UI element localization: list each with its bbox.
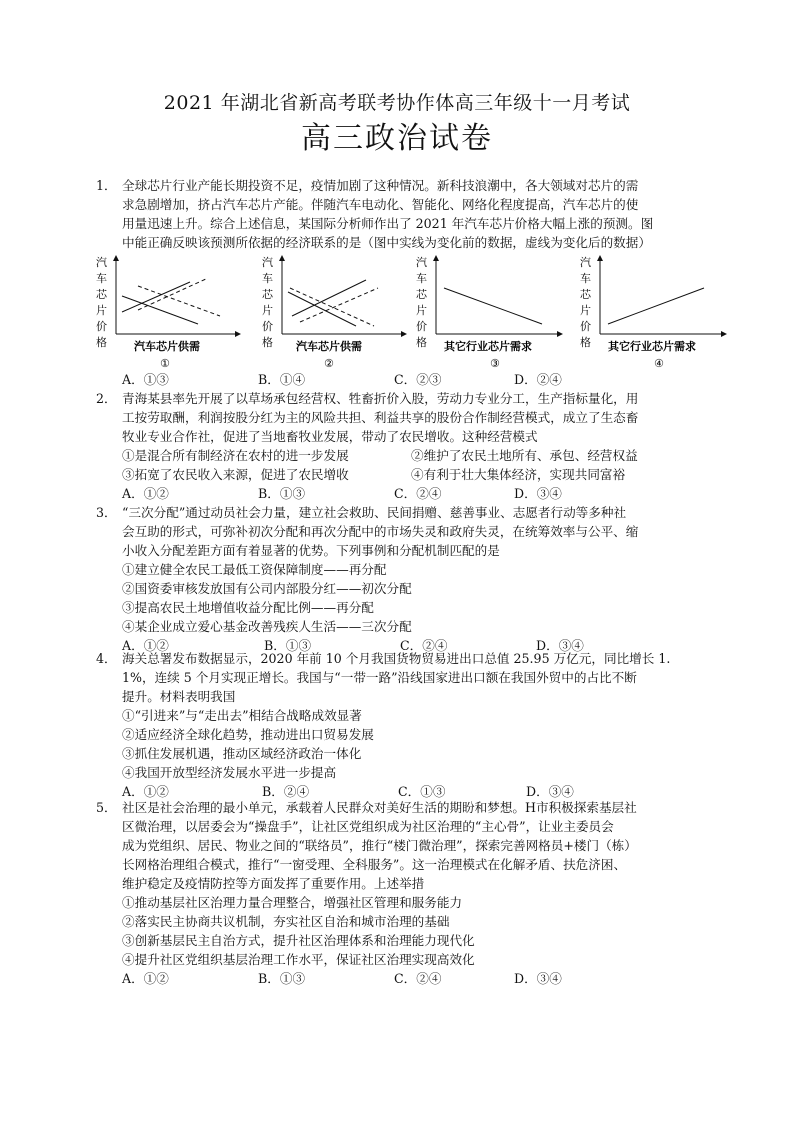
stem-line: 海关总署发布数据显示，2020 年前 10 个月我国货物贸易进出口总值 25.95 万亿元，同比增长 1. — [122, 651, 671, 666]
paper-title: 高三政治试卷 — [301, 121, 493, 156]
demand-line-solid — [288, 292, 356, 326]
option-3: ③创新基层民主自治方式，提升社区治理体系和治理能力现代化 — [122, 933, 475, 948]
graph-2 — [262, 256, 404, 370]
stem-line: “三次分配”通过动员社会力量，建立社会救助、民间捐赠、慈善事业、志愿者行动等多种社 — [122, 505, 627, 520]
graph-1-xlabel: 汽车芯片供需 — [134, 340, 200, 353]
q1-graphs — [90, 252, 730, 370]
option-4: ④提升社区党组织基层治理工作水平，保证社区治理实现高效化 — [122, 952, 475, 967]
option-1: ①推动基层社区治理力量合理整合，增强社区管理和服务能力 — [122, 895, 463, 910]
stem-line: 会互助的形式，可弥补初次分配和再次分配中的市场失灵和政府失灵，在统筹效率与公平、缩 — [122, 524, 639, 539]
stem-line: 工按劳取酬，利润按股分红为主的风险共担、利益共享的股份合作制经营模式，成立了生态畜 — [122, 410, 639, 425]
ylabel-char: 格 — [580, 336, 591, 349]
exam-title: 2021 年湖北省新高考联考协作体高三年级十一月考试 — [163, 92, 631, 114]
graph-3-xlabel: 其它行业芯片需求 — [444, 340, 532, 353]
choice-d[interactable]: D．③④ — [514, 486, 562, 501]
choice-c[interactable]: C．②④ — [400, 638, 448, 653]
question-number: 1． — [96, 178, 117, 193]
choice-a[interactable]: A．①② — [122, 486, 169, 501]
question-number: 2． — [96, 391, 117, 406]
stem-line: 求急剧增加，挤占汽车芯片产能。伴随汽车电动化、智能化、网络化程度提高，汽车芯片的使 — [122, 197, 639, 212]
ylabel-char: 汽 — [416, 256, 427, 269]
choice-c[interactable]: C．②③ — [394, 372, 442, 387]
ylabel-char: 格 — [96, 336, 107, 349]
option-3: ③抓住发展机遇，推动区域经济政治一体化 — [122, 746, 362, 761]
choice-a[interactable]: A．①③ — [122, 372, 169, 387]
choice-c[interactable]: C．②④ — [394, 971, 442, 986]
stem-line: 维护稳定及疫情防控等方面发挥了重要作用。上述举措 — [122, 876, 425, 891]
question-number: 5． — [96, 800, 117, 815]
stem-line: 提升。材料表明我国 — [122, 689, 236, 704]
question-5 — [96, 798, 700, 988]
graph-1-id: ① — [160, 357, 170, 370]
question-4 — [96, 649, 700, 801]
graph-4-id: ④ — [654, 357, 664, 370]
demand-line-dashed — [290, 288, 374, 326]
stem-line: 全球芯片行业产能长期投资不足，疫情加剧了这种情况。新科技浪潮中，各大领域对芯片的需 — [122, 178, 639, 193]
ylabel-char: 片 — [580, 304, 591, 317]
stem-line: 区微治理，以居委会为“操盘手”，让社区党组织成为社区治理的“主心骨”，让业主委员会 — [122, 819, 614, 834]
option-2: ②维护了农民土地所有、承包、经营权益 — [411, 448, 638, 463]
question-1 — [96, 176, 700, 252]
choice-a[interactable]: A．①② — [122, 638, 169, 653]
choice-b[interactable]: B．①③ — [258, 486, 306, 501]
ylabel-char: 格 — [416, 336, 427, 349]
ylabel-char: 片 — [262, 304, 273, 317]
ylabel-char: 汽 — [580, 256, 591, 269]
choice-c[interactable]: C．①③ — [398, 784, 446, 799]
choice-d[interactable]: D．③④ — [526, 784, 574, 799]
trend-line — [608, 288, 704, 324]
stem-line: 成为党组织、居民、物业之间的“联络员”，推行“楼门微治理”，探索完善网格员+楼门（栋） — [122, 838, 637, 853]
option-3: ③拓宽了农民收入来源，促进了农民增收 — [122, 467, 349, 482]
choice-b[interactable]: B．①④ — [258, 372, 306, 387]
option-3: ③提高农民土地增值收益分配比例——再分配 — [122, 600, 374, 615]
stem-line: 中能正确反映该预测所依据的经济联系的是（图中实线为变化前的数据，虚线为变化后的数据） — [122, 235, 651, 250]
stem-line: 用量迅速上升。综合上述信息，某国际分析师作出了 2021 年汽车芯片价格大幅上涨的预测。图 — [122, 216, 654, 231]
supply-line-solid — [122, 282, 190, 312]
option-4: ④某企业成立爱心基金改善残疾人生活——三次分配 — [122, 619, 412, 634]
choice-b[interactable]: B．②④ — [262, 784, 310, 799]
graph-4 — [580, 256, 724, 370]
graph-3 — [416, 256, 560, 370]
ylabel-char: 芯 — [416, 288, 427, 301]
graph-4-xlabel: 其它行业芯片需求 — [608, 340, 696, 353]
ylabel-char: 价 — [580, 320, 591, 333]
ylabel-char: 芯 — [262, 288, 273, 301]
ylabel-char: 汽 — [262, 256, 273, 269]
option-1: ①“引进来”与“走出去”相结合战略成效显著 — [122, 708, 362, 723]
choice-d[interactable]: D．③④ — [536, 638, 584, 653]
stem-line: 1%，连续 5 个月实现正增长。我国与“一带一路”沿线国家进出口额在我国外贸中的占比不断 — [122, 670, 637, 685]
ylabel-char: 价 — [262, 320, 273, 333]
graph-2-id: ② — [324, 357, 334, 370]
option-1: ①是混合所有制经济在农村的进一步发展 — [122, 448, 349, 463]
choice-a[interactable]: A．①② — [122, 784, 169, 799]
ylabel-char: 片 — [96, 304, 107, 317]
choice-b[interactable]: B．①③ — [264, 638, 312, 653]
ylabel-char: 车 — [580, 272, 591, 285]
question-3 — [96, 503, 700, 655]
ylabel-char: 芯 — [96, 288, 107, 301]
option-2: ②落实民主协商共议机制，夯实社区自治和城市治理的基础 — [122, 914, 450, 929]
option-1: ①建立健全农民工最低工资保障制度——再分配 — [122, 562, 387, 577]
ylabel-char: 价 — [96, 320, 107, 333]
question-number: 3． — [96, 505, 117, 520]
stem-line: 青海某县率先开展了以草场承包经营权、牲畜折价入股，劳动力专业分工，生产指标量化，用 — [122, 391, 639, 406]
ylabel-char: 价 — [416, 320, 427, 333]
question-number: 4． — [96, 651, 117, 666]
stem-line: 长网格治理组合模式，推行“一窗受理、全科服务”。这一治理模式在化解矛盾、扶危济困、 — [122, 857, 627, 872]
trend-line — [444, 288, 542, 324]
choice-d[interactable]: D．③④ — [514, 971, 562, 986]
ylabel-char: 片 — [416, 304, 427, 317]
graph-1 — [96, 256, 238, 370]
choice-d[interactable]: D．②④ — [514, 372, 562, 387]
ylabel-char: 格 — [262, 336, 273, 349]
ylabel-char: 车 — [96, 272, 107, 285]
graph-3-id: ③ — [490, 357, 500, 370]
demand-line-dashed — [138, 286, 220, 316]
ylabel-char: 车 — [416, 272, 427, 285]
supply-line-dashed — [138, 278, 208, 310]
ylabel-char: 车 — [262, 272, 273, 285]
option-4: ④有利于壮大集体经济，实现共同富裕 — [411, 467, 626, 482]
option-2: ②适应经济全球化趋势，推动进出口贸易发展 — [122, 727, 374, 742]
choice-a[interactable]: A．①② — [122, 971, 169, 986]
stem-line: 社区是社会治理的最小单元，承载着人民群众对美好生活的期盼和梦想。H市积极探索基层社 — [122, 800, 637, 815]
stem-line: 牧业专业合作社，促进了当地畜牧业发展，带动了农民增收。这种经营模式 — [122, 429, 538, 444]
ylabel-char: 芯 — [580, 288, 591, 301]
option-2: ②国资委审核发放国有公司内部股分红——初次分配 — [122, 581, 412, 596]
choice-b[interactable]: B．①③ — [258, 971, 306, 986]
question-1-choices — [100, 370, 700, 389]
question-2 — [96, 389, 700, 503]
graph-1-ylabel: 汽 — [96, 256, 107, 269]
choice-c[interactable]: C．②④ — [394, 486, 442, 501]
stem-line: 小收入分配差距方面有着显著的优势。下列事例和分配机制匹配的是 — [122, 543, 500, 558]
graph-2-xlabel: 汽车芯片供需 — [296, 340, 362, 353]
option-4: ④我国开放型经济发展水平进一步提高 — [122, 765, 337, 780]
